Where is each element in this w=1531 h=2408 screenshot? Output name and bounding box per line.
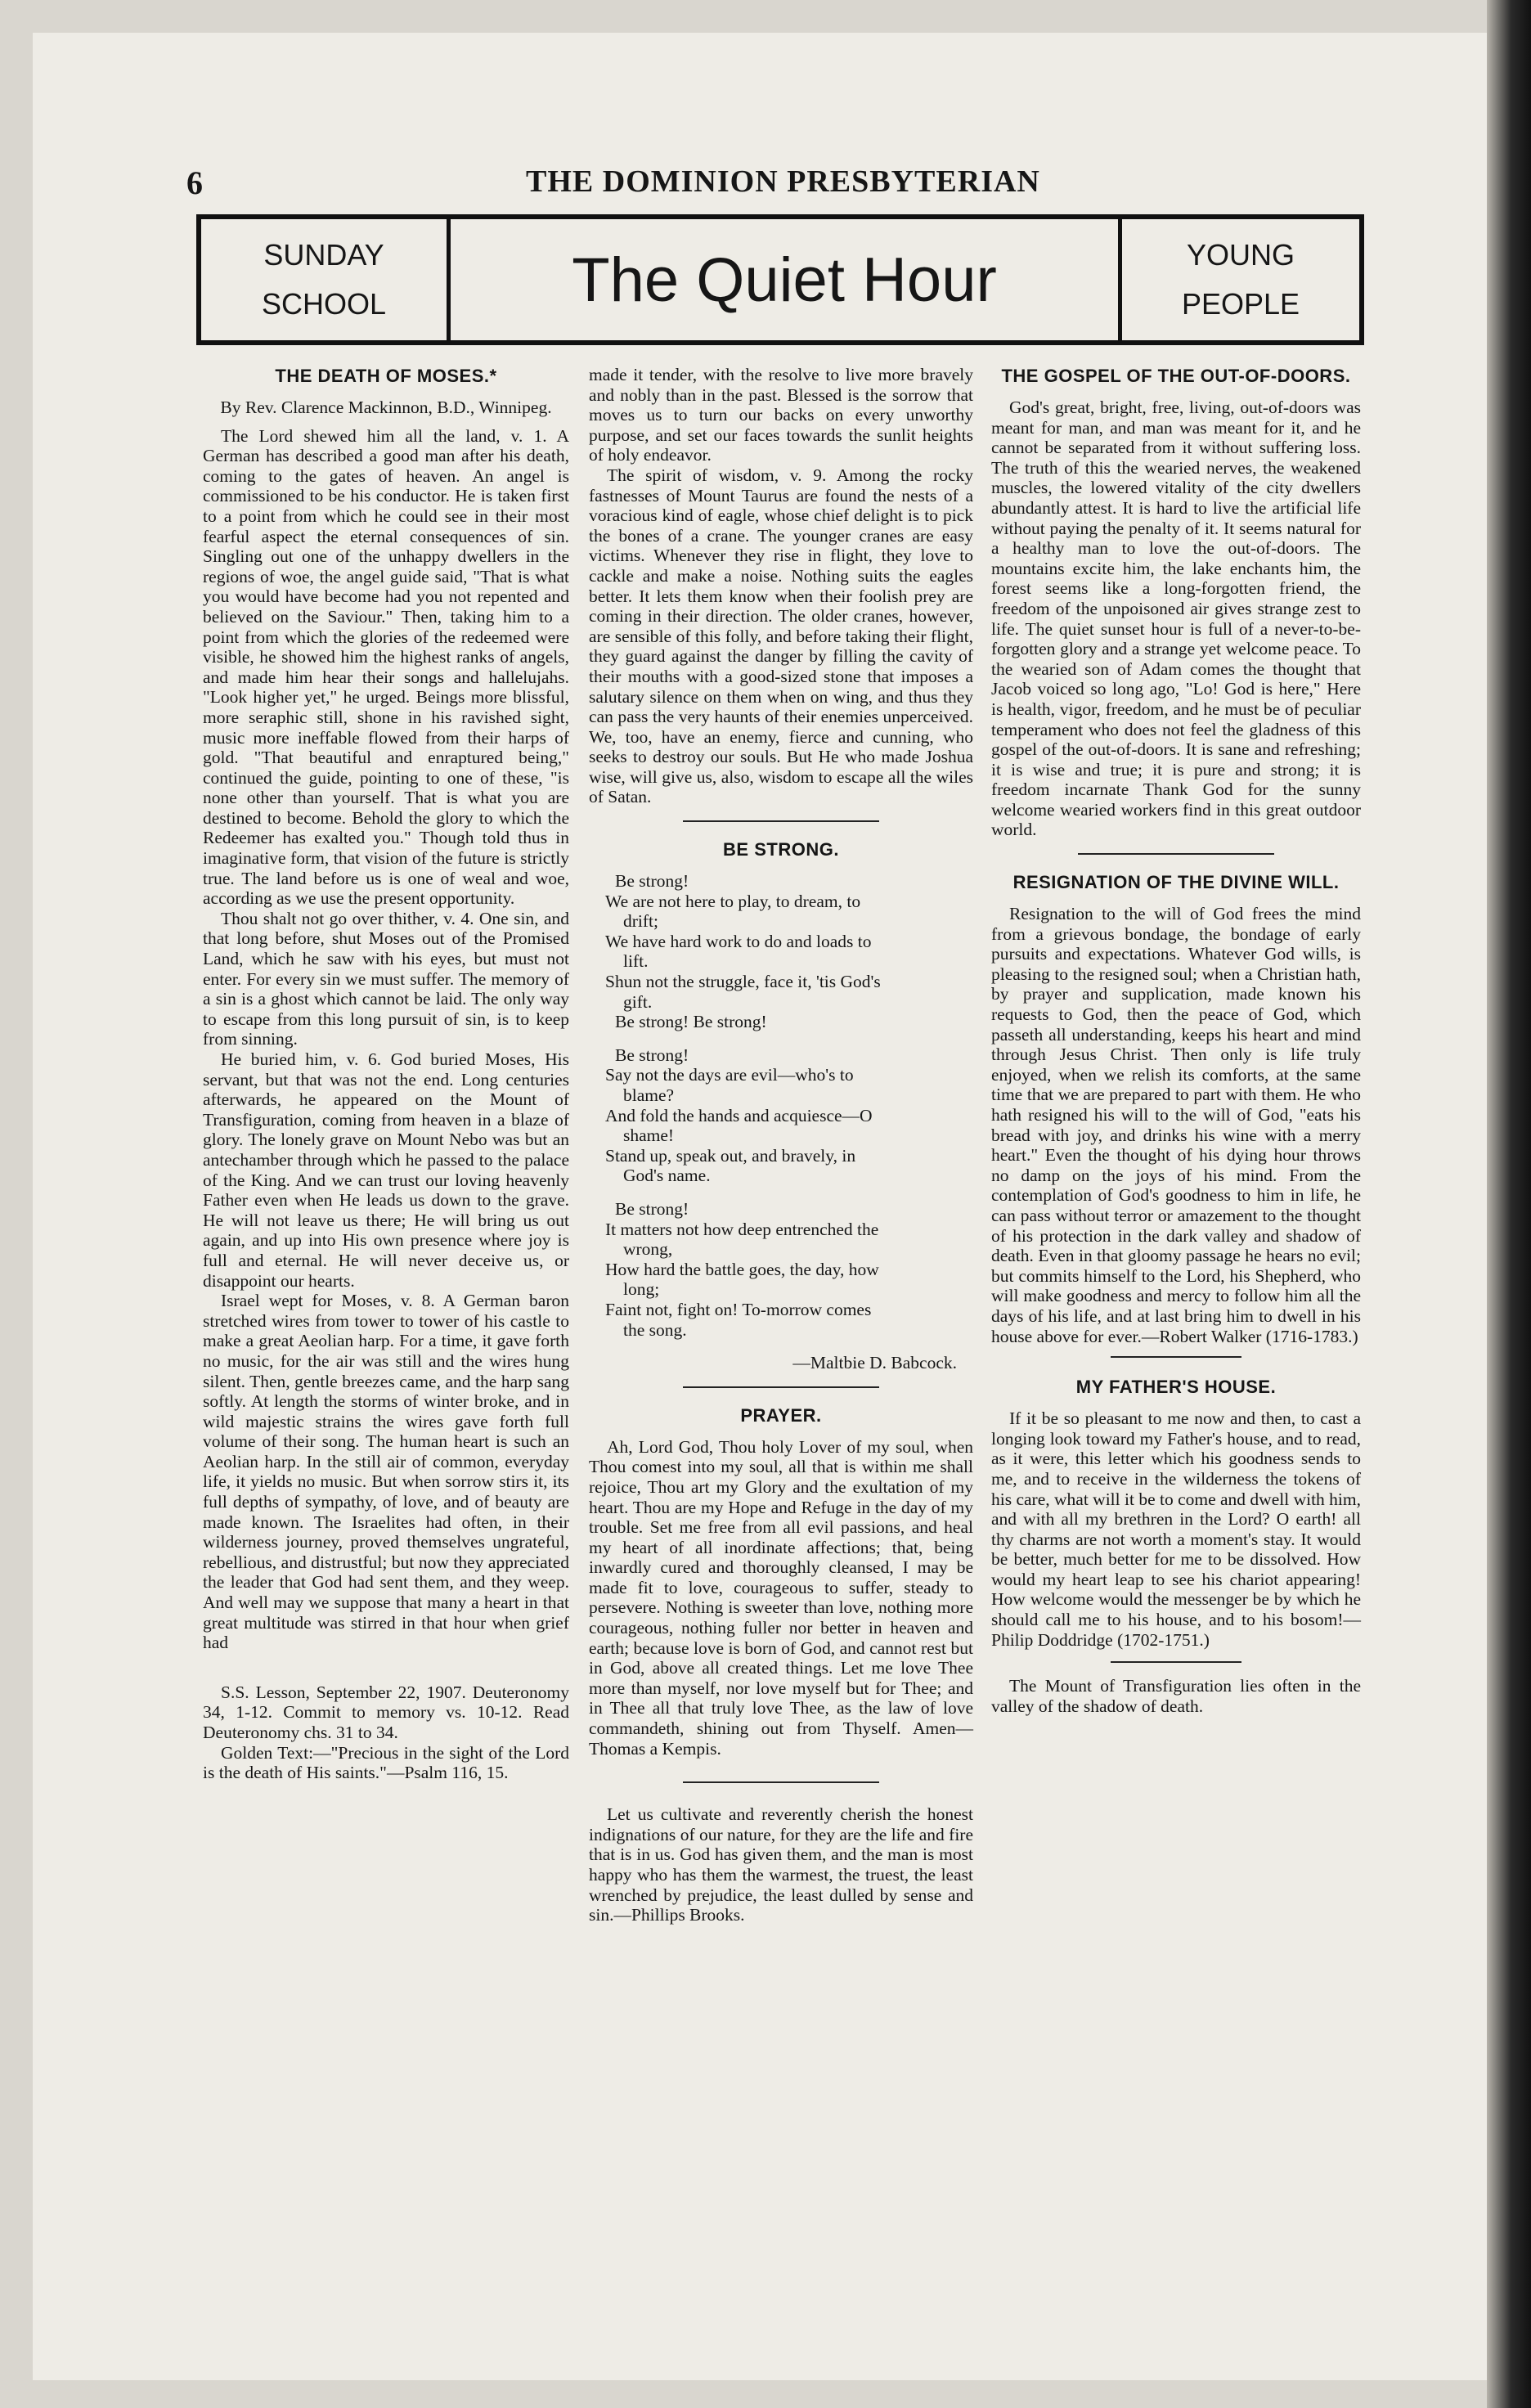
section-divider xyxy=(683,820,879,822)
poem-line: Be strong! xyxy=(615,871,689,892)
poem-title: BE STRONG. xyxy=(723,839,839,860)
poem-line: How hard the battle goes, the day, how xyxy=(605,1259,879,1279)
banner-left-box xyxy=(201,219,451,340)
section-divider xyxy=(1111,1356,1241,1358)
banner-right-box xyxy=(1118,219,1359,340)
fathers-house-text: If it be so pleasant to me now and then, to cast a longing look toward my Father's house, and to read, as it were, this letter which his goodness sends to me, and to receive in the wilderness the tokens of his care, what will it be to come and dwell with him, and with all my brethren in the Lord? O earth! all thy charms are not worth a moment's stay. It would be better, much better for me to be dissolved. How would my heart leap to see his chariot appearing! How welcome would the messenger be by which he should call me to his house, and to his bosom!—Philip Doddridge (1702-1751.) xyxy=(991,1408,1361,1650)
poem-line: God's name. xyxy=(623,1166,711,1186)
section-banner xyxy=(196,214,1364,345)
article-paragraph: Thou shalt not go over thither, v. 4. One sin, and that long before, shut Moses out of the Promised Land, which he saw with his eyes, but must not enter. For every sin we must suffer. The memory of a sin is a ghost which cannot be laid. The only way to escape from this long pursuit of sin, is to keep from sinning. xyxy=(203,908,569,1049)
banner-right-line2: PEOPLE xyxy=(1181,287,1300,321)
poem-stanza xyxy=(605,1045,973,1186)
article-paragraph-wisdom: The spirit of wisdom, v. 9. Among the rocky fastnesses of Mount Taurus are found the nests of a voracious kind of eagle, whose chief delight is to pick the bones of a crane. The younger cranes are easy victims. Whenever they rise in flight, they love to cackle and make a noise. Nothing suits the eagles better. It lets them know when their foolish prey are coming in their direction. The older cranes, however, are sensible of this folly, and before taking their flight, they guard against the danger by filling the cavity of their mouths with a good-sized stone that imposes a salutary silence on them when on wing, and thus they can pass the very haunts of their enemies unperceived. We, too, have an enemy, fierce and cunning, who seeks to destroy our souls. But He who made Joshua wise, will give us, also, wisdom to escape all the wiles of Satan. xyxy=(589,465,973,807)
article-title-fathers-house: MY FATHER'S HOUSE. xyxy=(1075,1377,1277,1398)
section-divider xyxy=(1078,853,1274,855)
poem-line: Stand up, speak out, and bravely, in xyxy=(605,1145,856,1166)
poem-line: It matters not how deep entrenched the xyxy=(605,1219,879,1239)
article-paragraph: The Lord shewed him all the land, v. 1. A German has described a good man after his death, coming to the gates of heaven. An angel is commissioned to be his conductor. He is taken first to a point from which he could see in their most fearful aspect the eternal consequences of sin. Singling out one of the unhappy dwellers in the regions of woe, the angel guide said, "That is what you would have become had you not repented and believed on the Saviour." Then, taking him to a point from which the glories of the redeemed were visible, he showed him the highest ranks of angels, and made him hear their songs and hallelujahs. "Look higher yet," he urged. Beings more blissful, more seraphic still, shone in his ravished sight, music more ineffable flowed from their harps of gold. "That beautiful and enraptured being," continued the guide, pointing to one of these, "is none other than yourself. That is what you are destined to become. Behold the glory to which the Redeemer has exalted you." Though told thus in imaginative form, that vision of the future is strictly true. The land before us is one of weal and woe, according as we use the present opportunity. xyxy=(203,425,569,909)
poem-line: the song. xyxy=(623,1319,687,1340)
poem-line: shame! xyxy=(623,1125,675,1146)
lesson-reference: S.S. Lesson, September 22, 1907. Deuteronomy 34, 1-12. Commit to memory vs. 10-12. Read Deuteronomy chs. 31 to 34. xyxy=(203,1682,569,1742)
transfiguration-quote: The Mount of Transfiguration lies often in the valley of the shadow of death. xyxy=(991,1676,1361,1716)
article-title-resignation: RESIGNATION OF THE DIVINE WILL. xyxy=(1012,872,1340,893)
banner-title: The Quiet Hour xyxy=(572,245,997,315)
poem-line: Shun not the struggle, face it, 'tis God's xyxy=(605,972,881,992)
poem-stanza xyxy=(605,1199,973,1340)
column-3 xyxy=(991,365,1361,1716)
poem-line: blame? xyxy=(623,1085,675,1105)
poem-line: Be strong! xyxy=(615,1198,689,1219)
prayer-text: Ah, Lord God, Thou holy Lover of my soul, when Thou comest into my soul, all that is within me shall rejoice, Thou art my Glory and the exultation of my heart. Thou are my Hope and Refuge in the day of my trouble. Set me free from all evil passions, and heal my heart of all inordinate affections; that, being inwardly cured and thoroughly cleansed, I may be made fit to love, courageous to suffer, steady to persevere. Nothing is sweeter than love, nothing more courageous, nothing fuller nor better in heaven and earth; because love is born of God, and cannot rest but in God, above all created things. Let me love Thee more than myself, nor love myself but for Thee; and in Thee all that truly love Thee, as the law of love commandeth, shining out from Thyself. Amen—Thomas a Kempis. xyxy=(589,1436,973,1759)
column-1 xyxy=(203,365,569,1783)
poem-line: gift. xyxy=(623,991,653,1012)
article-title-gospel: THE GOSPEL OF THE OUT-OF-DOORS. xyxy=(1001,366,1351,386)
poem-author: —Maltbie D. Babcock. xyxy=(792,1353,957,1373)
page-edge-shadow xyxy=(1487,0,1531,2408)
section-divider xyxy=(1111,1661,1241,1663)
section-divider xyxy=(683,1781,879,1783)
poem-line: drift; xyxy=(623,911,658,932)
page-number: 6 xyxy=(186,164,203,201)
poem-line: Say not the days are evil—who's to xyxy=(605,1065,854,1085)
poem-line: And fold the hands and acquiesce—O xyxy=(605,1105,873,1125)
poem-line: We have hard work to do and loads to xyxy=(605,931,872,951)
golden-text: Golden Text:—"Precious in the sight of the Lord is the death of His saints."—Psalm 116, 15. xyxy=(203,1742,569,1783)
article-title-death-of-moses: THE DEATH OF MOSES.* xyxy=(275,366,497,386)
column-2 xyxy=(589,365,973,1925)
banner-left-line1: SUNDAY xyxy=(263,238,384,272)
article-paragraph: Israel wept for Moses, v. 8. A German baron stretched wires from tower to tower of his castle to make a great Aeolian harp. For a time, it gave forth no music, for the air was still and the wires hung silent. Then, gentle breezes came, and the harp sang softly. At length the storms of winter broke, and in wild majestic strains the wires gave forth full volume of their song. The human heart is such an Aeolian harp. In the still air of common, everyday life, it yields no music. But when sorrow stirs it, its full depths of sympathy, of love, and of beauty are made known. The Israelites had often, in their wilderness journey, proved themselves ungrateful, rebellious, and distrustful; but now they appreciated the leader that God had sent them, and they weep. And well may we suppose that many a heart in that great multitude was stirred in that hour when grief had xyxy=(203,1291,569,1653)
banner-left-line2: SCHOOL xyxy=(261,287,387,321)
poem-line: Be strong! Be strong! xyxy=(615,1012,767,1032)
journal-title: THE DOMINION PRESBYTERIAN xyxy=(526,164,1040,199)
article-byline: By Rev. Clarence Mackinnon, B.D., Winnipeg. xyxy=(220,398,552,417)
poem-line: lift. xyxy=(623,951,649,972)
prayer-title: PRAYER. xyxy=(740,1404,822,1426)
banner-right-line1: YOUNG xyxy=(1186,238,1295,272)
resignation-text: Resignation to the will of God frees the mind from a grievous bondage, the bondage of early pursuits and expectations. Whatever God wills, is pleasing to the resigned soul; when a Christian hath, by prayer and supplication, made known his requests to God, then the peace of God, which passeth all understanding, keeps his heart and mind through Jesus Christ. Then only is life truly enjoyed, when we relish its comforts, at the same time that we are prepared to part with them. He who hath resigned his will to the will of God, "eats his bread with joy, and drinks his wine with a merry heart." Even the thought of his dying hour throws no damp on the joys of his mind. From the contemplation of God's goodness to him in life, he can pass without terror or amazement to the thought of his protection in the dark valley and shadow of death. Even in that gloomy passage he hears no evil; but commits himself to the Lord, his Shepherd, who will make goodness and mercy to follow him all the days of his life, and at last bring him to dwell in his house above for ever.—Robert Walker (1716-1783.) xyxy=(991,904,1361,1346)
brooks-quote: Let us cultivate and reverently cherish the honest indignations of our nature, for they are the life and fire that is in us. God has given them, and the man is most happy who has them the warmest, the truest, the least wrenched by prejudice, the least dulled by sense and sin.—Phillips Brooks. xyxy=(589,1804,973,1925)
poem-line: Be strong! xyxy=(615,1045,689,1065)
poem-line: wrong, xyxy=(623,1239,673,1260)
lesson-footnote xyxy=(203,1682,569,1783)
poem-line: long; xyxy=(623,1279,660,1300)
section-divider xyxy=(683,1386,879,1388)
poem-line: We are not here to play, to dream, to xyxy=(605,891,861,911)
article-paragraph: He buried him, v. 6. God buried Moses, His servant, but that was not the end. Long centuries afterwards, he appeared on the Mount of Transfiguration, coming from heaven in a blaze of glory. The lonely grave on Mount Nebo was but an antechamber through which he passed to the palace of the King. And we can trust our loving heavenly Father even when He leads us down to the grave. He will not leave us there; He will bring us out again, and up into His own presence where joy is full and eternal. He will never deceive us, or disappoint our hearts. xyxy=(203,1049,569,1291)
poem-line: Faint not, fight on! To-morrow comes xyxy=(605,1299,872,1319)
gospel-text: God's great, bright, free, living, out-of-doors was meant for man, and man was meant for it, and he cannot be separated from it without suffering loss. The truth of this the wearied nerves, the weakened muscles, the lowered vitality of the city dwellers abundantly attest. It is hard to live the artificial life without paying the penalty of it. It seems natural for a healthy man to love the out-of-doors. The mountains excite him, the lake enchants him, the forest seems like a long-forgotten friend, the freedom of the unpoisoned air gives strange zest to life. The quiet sunset hour is full of a never-to-be-forgotten glory and a strange yet welcome peace. To the wearied son of Adam comes the thought that Jacob voiced so long ago, "Lo! God is here," Here is health, vigor, freedom, and he must be of peculiar temperament who does not feel the gladness of this gospel of the out-of-doors. It is sane and refreshing; it is wise and true; it is pure and strong; it is freedom incarnate Thank God for the sunny welcome wearied workers find in this great outdoor world. xyxy=(991,398,1361,840)
article-continuation: made it tender, with the resolve to live more bravely and nobly than in the past. Blessed is the sorrow that moves us to turn our backs on every unworthy purpose, and set our faces towards the sunlit heights of holy endeavor. xyxy=(589,365,973,465)
running-header xyxy=(186,164,1356,213)
poem-stanza xyxy=(605,871,973,1032)
poem-be-strong xyxy=(589,871,973,1340)
